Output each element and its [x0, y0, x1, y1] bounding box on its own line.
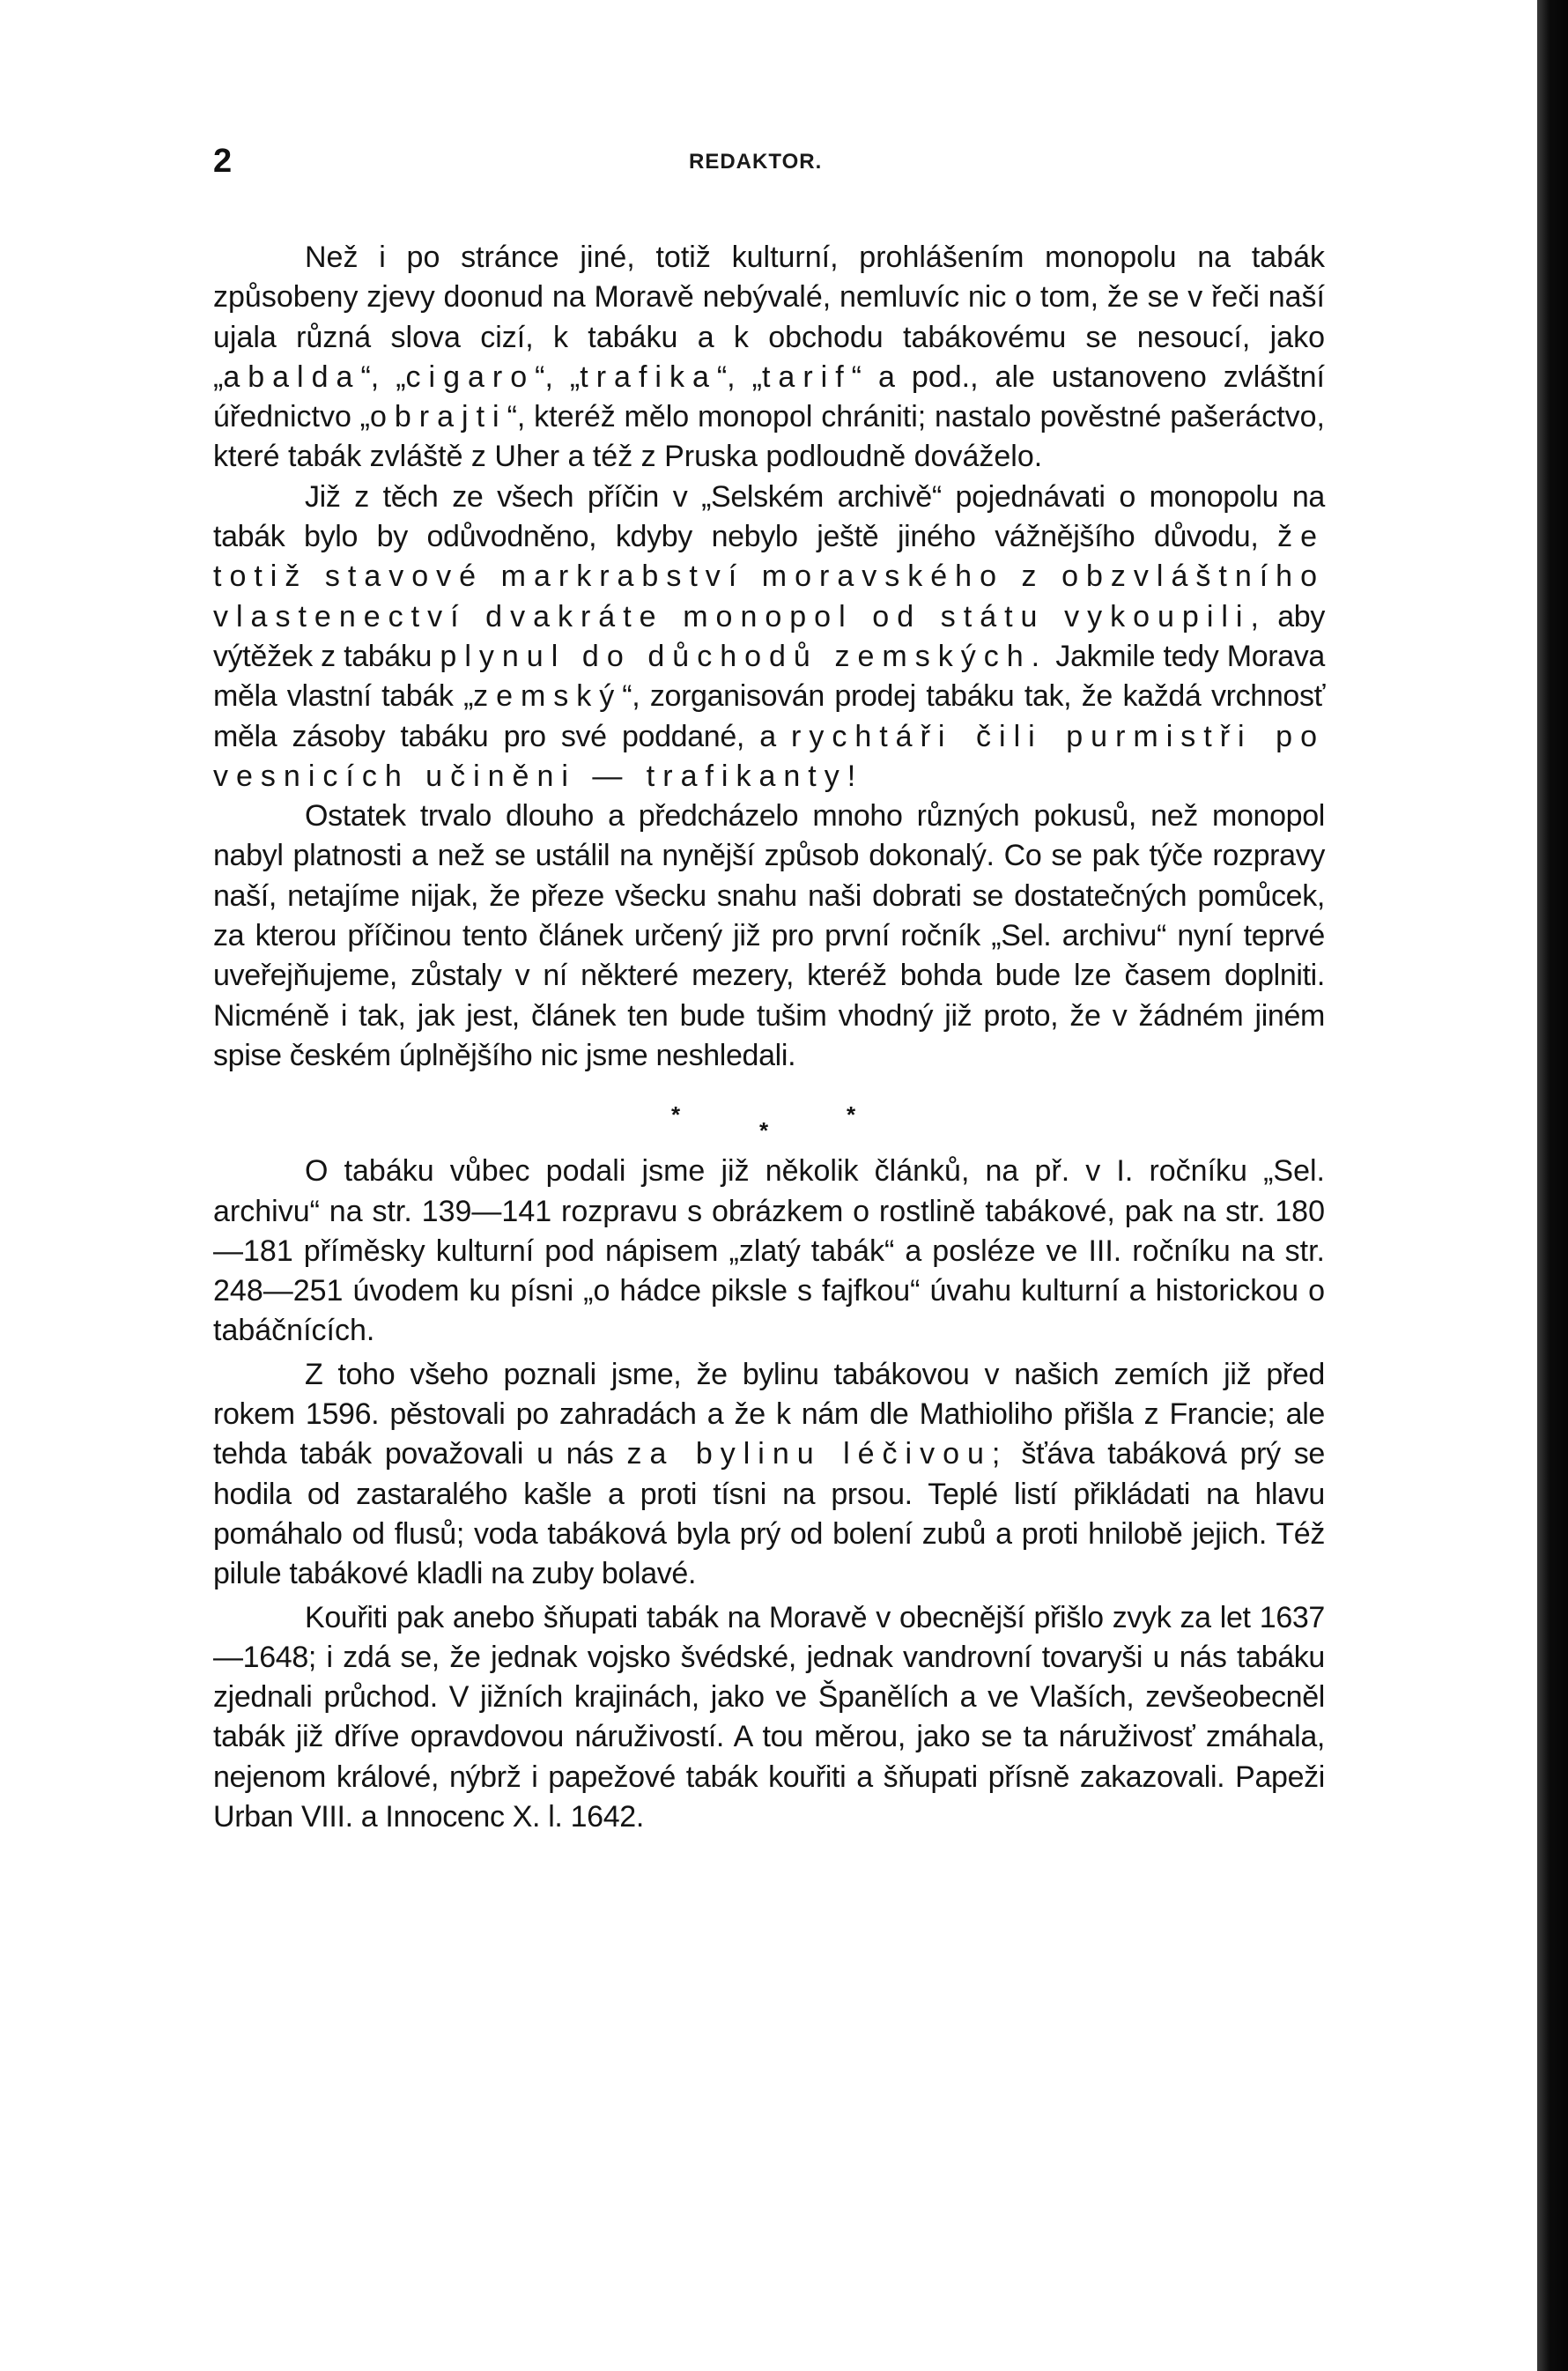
running-head: REDAKTOR. [689, 150, 823, 174]
paragraph-6: Kouřiti pak anebo šňupati tabák na Moravě v obecnější přišlo zvyk za let 1637—1648; i zdá se, že jednak vojsko švédské, jednak vandrovní tovaryši u nás tabáku zjednali průchod. V jižních krajinách, jako ve Španělích a ve Vlaších, zevšeobecněl tabák již dříve opravdovou náruživostí. A tou měrou, jako se ta náruživosť zmáhala, nejenom králové, nýbrž i papežové tabák kouřiti a šňupati přísně zakazovali. Papeži Urban VIII. a Innocenc X. l. 1642. [213, 1600, 1325, 1834]
text-run: “, zorganisován prodej tabáku tak, že každá vrchnosť měla zásoby tabáku pro své poddané, a [213, 679, 1325, 753]
spaced-phrase: za bylinu léčivou; [626, 1437, 1009, 1471]
spaced-phrase: rychtáři čili purmistři po vesnicích učiněni — trafikanty! [213, 719, 1325, 793]
section-separator [213, 1076, 1325, 1152]
spaced-term: tarif [761, 359, 852, 394]
paragraph-2 [213, 478, 1325, 797]
spaced-term: abalda [223, 359, 361, 394]
text-run: “ a pod., ale ustanoveno zvláštní úřednictvo „ [213, 359, 1325, 434]
article-body [213, 238, 1325, 1837]
spaced-term: obrajti [369, 400, 507, 434]
spaced-term: trafika [580, 359, 717, 394]
binding-edge [1537, 0, 1568, 2371]
spaced-phrase: že totiž stavové markrabství moravského z obzvláštního vlastenectví dvakráte monopol od státu vykoupili, [213, 520, 1325, 634]
text-run: šťáva tabáková prý se hodila od zastaralého kašle a proti tísni na prsou. Teplé listí přikládati na hlavu pomáhalo od flusů; voda tabáková byla prý od bolení zubů a proti hnilobě jejich. Též pilule tabákové kladli na zuby bolavé. [213, 1437, 1325, 1591]
text-run: “, kteréž mělo monopol chrániti; nastalo pověstné pašeráctvo, které tabák zvláště z Uher a též z Pruska podloudně dováželo. [213, 400, 1325, 474]
separator-asterisk: * [759, 1117, 769, 1145]
spaced-phrase: plynul do důchodů zemských. [440, 639, 1048, 673]
paragraph-5 [213, 1355, 1325, 1595]
page-header [213, 143, 1323, 183]
page-number: 2 [213, 143, 233, 180]
text-run: aby výtěžek z tabáku [213, 599, 1325, 673]
spaced-term: cigaro [405, 359, 536, 394]
paragraph-3: Ostatek trvalo dlouho a předcházelo mnoho různých pokusů, než monopol nabyl platnosti a než se ustálil na nynější způsob dokonalý. Co se pak týče rozpravy naší, netajíme nijak, že přeze všecku snahu naši dobrati se dostatečných pomůcek, za kterou příčinou tento článek určený již pro první ročník „Sel. archivu“ nyní teprvé uveřejňujeme, zůstaly v ní některé mezery, kteréž bohda bude lze časem doplniti. Nicméně i tak, jak jest, článek ten bude tušim vhodný již proto, že v žádném jiném spise českém úplnějšího nic jsme neshledali. [213, 799, 1325, 1072]
text-run: Jakmile tedy Morava měla vlastní tabák „ [213, 639, 1325, 714]
text-run: Již z těch ze všech příčin v „Selském archivě“ pojednávati o monopolu na tabák bylo by odůvodněno, kdyby nebylo ještě jiného vážnějšího důvodu, [213, 479, 1325, 554]
separator-asterisk: * [671, 1101, 681, 1129]
text-run: “, „ [360, 359, 406, 394]
text-run: “, „ [716, 359, 762, 394]
text-run: “, „ [535, 359, 581, 394]
spaced-term: zemský [473, 679, 623, 714]
paragraph-4: O tabáku vůbec podali jsme již několik článků, na př. v I. ročníku „Sel. archivu“ na str. 139—141 rozpravu s obrázkem o rostlině tabákové, pak na str. 180—181 příměsky kulturní pod nápisem „zlatý tabák“ a posléze ve III. ročníku na str. 248—251 úvodem ku písni „o hádce piksle s fajfkou“ úvahu kulturní a historickou o tabáčnících. [213, 1154, 1325, 1348]
text-run: Z toho všeho poznali jsme, že bylinu tabákovou v našich zemích již před rokem 1596. pěstovali po zahradách a že k nám dle Mathioliho přišla z Francie; ale tehda tabák považovali u nás [213, 1357, 1325, 1471]
separator-asterisk: * [847, 1101, 856, 1129]
paragraph-1 [213, 238, 1325, 478]
text-run: Než i po stránce jiné, totiž kulturní, prohlášením monopolu na tabák způsobeny zjevy doonud na Moravě nebývalé, nemluvíc nic o tom, že se v řeči naší ujala různá slova cizí, k tabáku a k obchodu tabákovému se nesoucí, jako „ [213, 241, 1325, 394]
